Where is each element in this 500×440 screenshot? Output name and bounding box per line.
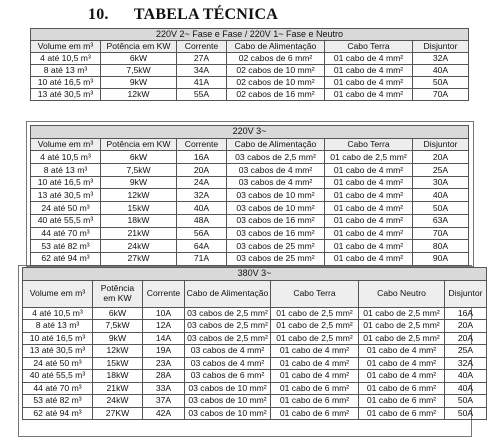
column-header: Cabo Terra [271,280,359,307]
table-380v-three-phase [22,267,487,420]
column-header: Cabo Neutro [359,280,445,307]
table-cell: 10 até 16,5 m³ [23,332,93,345]
table-cell: 01 cabo de 4 mm² [271,345,359,358]
table-cell: 01 cabo de 6 mm² [271,382,359,395]
table-cell: 24A [177,176,227,189]
table-cell: 02 cabos de 6 mm² [227,53,325,65]
table-cell: 6kW [101,53,177,65]
table-row [23,332,487,345]
table-cell: 40A [445,370,487,383]
table-cell: 03 cabos de 25 mm² [227,240,325,253]
table-cell: 42A [143,407,185,420]
section-heading [88,6,278,24]
table-cell: 01 cabo de 4 mm² [325,65,413,77]
table-cell: 64A [177,240,227,253]
table-cell: 18kW [101,214,177,227]
table-cell: 01 cabo de 4 mm² [325,53,413,65]
table-cell: 01 cabo de 4 mm² [325,252,413,265]
section-number: 10. [88,6,109,23]
table-cell: 24kW [93,395,143,408]
table-cell: 13 até 30,5 m³ [31,89,101,101]
column-header: Volume em m³ [31,138,101,151]
table-cell: 21kW [93,382,143,395]
table-cell: 03 cabos de 2,5 mm² [185,307,271,320]
table-row [31,65,469,77]
table-cell: 03 cabos de 4 mm² [185,357,271,370]
table-cell: 03 cabos de 10 mm² [185,395,271,408]
column-header: Volume em m³ [23,280,93,307]
table-cell: 01 cabo de 6 mm² [271,407,359,420]
table-caption: 380V 3~ [23,268,487,281]
table-cell: 15kW [93,357,143,370]
table-cell: 01 cabo de 6 mm² [359,395,445,408]
table-cell: 70A [413,89,469,101]
table-cell: 25A [445,345,487,358]
table-row [23,407,487,420]
table-cell: 40A [413,65,469,77]
table-cell: 44 até 70 m³ [31,227,101,240]
table-cell: 4 até 10,5 m³ [31,53,101,65]
table-cell: 33A [143,382,185,395]
table-cell: 34A [177,65,227,77]
table-caption: 220V 2~ Fase e Fase / 220V 1~ Fase e Neutro [31,29,469,41]
table-cell: 01 cabo de 2,5 mm² [271,307,359,320]
table-cell: 27kW [101,252,177,265]
table-cell: 03 cabos de 2,5 mm² [227,151,325,164]
table-cell: 10A [143,307,185,320]
table-row [23,370,487,383]
table-cell: 9kW [101,176,177,189]
table-cell: 03 cabos de 10 mm² [185,382,271,395]
table-cell: 44 até 70 m³ [23,382,93,395]
table-cell: 12A [143,320,185,333]
table-cell: 48A [177,214,227,227]
table-row [31,53,469,65]
table-cell: 40A [413,189,469,202]
table-cell: 6kW [101,151,177,164]
table-header-row [23,280,487,307]
table-cell: 03 cabos de 4 mm² [227,176,325,189]
table-cell: 12kW [93,345,143,358]
table-cell: 03 cabos de 10 mm² [227,202,325,215]
column-header: Cabo de Alimentação [227,41,325,53]
table-cell: 01 cabo de 4 mm² [325,227,413,240]
table-row [23,345,487,358]
table-cell: 01 cabo de 2,5 mm² [271,332,359,345]
table-cell: 16A [177,151,227,164]
table-cell: 20A [445,332,487,345]
table-220v-three-phase [30,125,469,266]
section-title: TABELA TÉCNICA [133,6,278,23]
column-header: Disjuntor [413,138,469,151]
table-cell: 24 até 50 m³ [31,202,101,215]
column-header: Cabo Terra [325,138,413,151]
column-header: Potência em KW [101,41,177,53]
table-cell: 8 até 13 m³ [31,65,101,77]
table-row [31,227,469,240]
table-header-row [31,41,469,53]
table-cell: 20A [445,320,487,333]
table-cell: 01 cabo de 2,5 mm² [359,332,445,345]
table-cell: 15kW [101,202,177,215]
table-cell: 4 até 10,5 m³ [31,151,101,164]
table-cell: 03 cabos de 16 mm² [227,214,325,227]
table-row [31,202,469,215]
column-header: Disjuntor [413,41,469,53]
column-header: Cabo de Alimentação [185,280,271,307]
table-cell: 50A [445,395,487,408]
column-header: Disjuntor [445,280,487,307]
table-cell: 40 até 55,5 m³ [31,214,101,227]
table-cell: 8 até 13 m³ [31,164,101,177]
table-cell: 01 cabo de 2,5 mm² [325,151,413,164]
table-cell: 18kW [93,370,143,383]
table-cell: 13 até 30,5 m³ [23,345,93,358]
table-caption-row [23,268,487,281]
table-cell: 12kW [101,189,177,202]
table-cell: 32A [177,189,227,202]
table-cell: 03 cabos de 6 mm² [185,370,271,383]
table-cell: 10 até 16,5 m³ [31,176,101,189]
table-cell: 53 até 82 m³ [31,240,101,253]
table-cell: 01 cabo de 4 mm² [325,202,413,215]
table-row [31,189,469,202]
table-cell: 32A [413,53,469,65]
table-cell: 01 cabo de 2,5 mm² [359,320,445,333]
table-row [31,151,469,164]
table-cell: 12kW [101,89,177,101]
table-cell: 24 até 50 m³ [23,357,93,370]
table-cell: 24kW [101,240,177,253]
table-cell: 90A [413,252,469,265]
table-cell: 01 cabo de 4 mm² [325,164,413,177]
table-cell: 6kW [93,307,143,320]
column-header: Cabo Terra [325,41,413,53]
table-cell: 8 até 13 m³ [23,320,93,333]
table-cell: 03 cabos de 2,5 mm² [185,332,271,345]
table-cell: 28A [143,370,185,383]
table-cell: 9kW [93,332,143,345]
table-row [31,77,469,89]
column-header: Corrente [177,138,227,151]
table-row [23,395,487,408]
table-row [23,307,487,320]
table-row [23,320,487,333]
table-cell: 20A [413,151,469,164]
table-cell: 03 cabos de 4 mm² [227,164,325,177]
table-cell: 01 cabo de 4 mm² [325,176,413,189]
table-cell: 01 cabo de 2,5 mm² [271,320,359,333]
table-cell: 20A [177,164,227,177]
table-cell: 21kW [101,227,177,240]
table-row [31,214,469,227]
table-row [31,164,469,177]
table-cell: 37A [143,395,185,408]
table-cell: 01 cabo de 4 mm² [359,345,445,358]
table-row [31,240,469,253]
table-cell: 7,5kW [101,164,177,177]
table-cell: 01 cabo de 4 mm² [325,240,413,253]
table-cell: 62 até 94 m³ [23,407,93,420]
table-cell: 62 até 94 m³ [31,252,101,265]
column-header: Corrente [143,280,185,307]
table-cell: 41A [177,77,227,89]
table-row [31,176,469,189]
table-cell: 01 cabo de 4 mm² [359,357,445,370]
column-header: Potência em KW [93,280,143,307]
table-cell: 03 cabos de 25 mm² [227,252,325,265]
table-caption-row [31,126,469,139]
column-header: Volume em m³ [31,41,101,53]
table-cell: 30A [413,176,469,189]
table-cell: 03 cabos de 16 mm² [227,227,325,240]
table-cell: 71A [177,252,227,265]
table-cell: 01 cabo de 4 mm² [325,77,413,89]
table-cell: 4 até 10,5 m³ [23,307,93,320]
column-header: Cabo de Alimentação [227,138,325,151]
table-cell: 01 cabo de 4 mm² [325,89,413,101]
table-caption-row [31,29,469,41]
table-cell: 9kW [101,77,177,89]
table-cell: 23A [143,357,185,370]
table-cell: 40 até 55,5 m³ [23,370,93,383]
table-cell: 70A [413,227,469,240]
table-cell: 01 cabo de 6 mm² [359,382,445,395]
table-cell: 27KW [93,407,143,420]
table-cell: 01 cabo de 4 mm² [271,357,359,370]
table-cell: 19A [143,345,185,358]
table-cell: 63A [413,214,469,227]
table-cell: 27A [177,53,227,65]
table-cell: 10 até 16,5 m³ [31,77,101,89]
table-row [23,357,487,370]
table-cell: 03 cabos de 10 mm² [185,407,271,420]
table-cell: 25A [413,164,469,177]
table-cell: 01 cabo de 4 mm² [325,189,413,202]
table-cell: 50A [413,202,469,215]
table-cell: 40A [445,382,487,395]
table-cell: 50A [413,77,469,89]
table-row [31,89,469,101]
table-header-row [31,138,469,151]
column-header: Corrente [177,41,227,53]
table-cell: 7,5kW [93,320,143,333]
table-cell: 03 cabos de 2,5 mm² [185,320,271,333]
table-cell: 03 cabos de 4 mm² [185,345,271,358]
table-cell: 7,5kW [101,65,177,77]
table-cell: 03 cabos de 10 mm² [227,189,325,202]
table-cell: 01 cabo de 4 mm² [359,370,445,383]
table-cell: 01 cabo de 6 mm² [359,407,445,420]
table-cell: 32A [445,357,487,370]
table-row [31,252,469,265]
table-cell: 16A [445,307,487,320]
table-cell: 14A [143,332,185,345]
table-cell: 40A [177,202,227,215]
table-cell: 55A [177,89,227,101]
table-cell: 13 até 30,5 m³ [31,189,101,202]
table-row [23,382,487,395]
table-cell: 56A [177,227,227,240]
column-header: Potência em KW [101,138,177,151]
table-cell: 01 cabo de 4 mm² [271,370,359,383]
table-caption: 220V 3~ [31,126,469,139]
table-cell: 80A [413,240,469,253]
table-cell: 53 até 82 m³ [23,395,93,408]
table-cell: 01 cabo de 6 mm² [271,395,359,408]
table-cell: 02 cabos de 10 mm² [227,65,325,77]
table-cell: 01 cabo de 4 mm² [325,214,413,227]
table-cell: 50A [445,407,487,420]
table-cell: 02 cabos de 10 mm² [227,77,325,89]
table-cell: 02 cabos de 16 mm² [227,89,325,101]
table-220v-single-phase [30,28,469,101]
table-cell: 01 cabo de 2,5 mm² [359,307,445,320]
